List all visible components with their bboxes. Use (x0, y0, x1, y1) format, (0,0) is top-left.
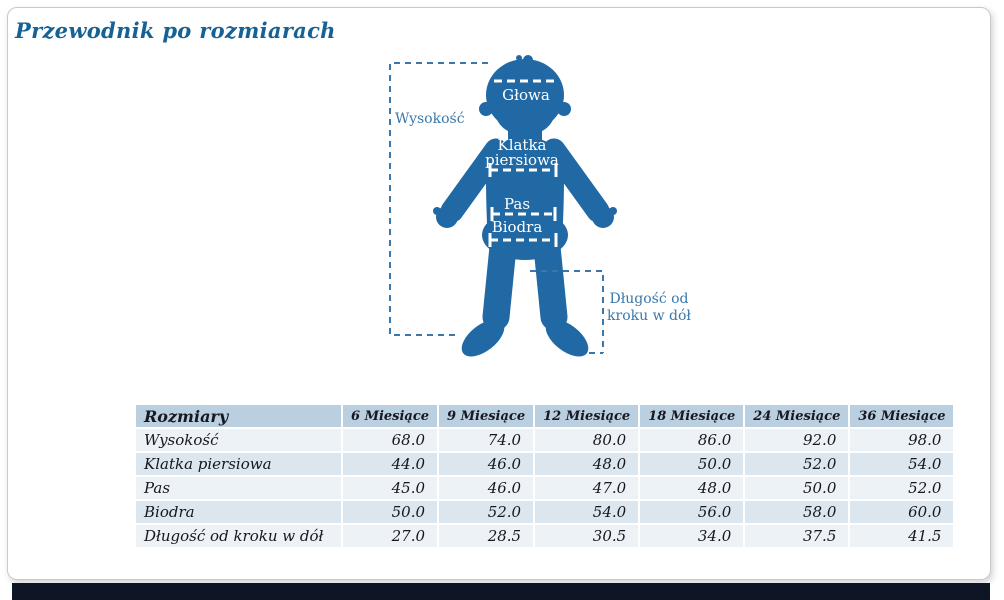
chest-label-line1: Klatka (497, 136, 547, 154)
row-label: Wysokość (136, 429, 341, 451)
value-cell: 52.0 (850, 477, 953, 499)
size-guide-card (7, 7, 991, 580)
value-cell: 52.0 (745, 453, 848, 475)
value-cell: 68.0 (343, 429, 437, 451)
table-header-24m: 24 Miesiące (745, 405, 848, 427)
value-cell: 50.0 (745, 477, 848, 499)
bottom-dark-bar (12, 583, 990, 600)
size-table (134, 403, 955, 549)
table-row-chest (136, 453, 953, 475)
value-cell: 41.5 (850, 525, 953, 547)
chest-label-line2: piersiowa (485, 151, 559, 169)
value-cell: 80.0 (535, 429, 638, 451)
waist-label: Pas (503, 195, 531, 213)
value-cell: 50.0 (640, 453, 743, 475)
table-header-36m: 36 Miesiące (850, 405, 953, 427)
value-cell: 54.0 (850, 453, 953, 475)
value-cell: 46.0 (439, 477, 533, 499)
inseam-label-line2: kroku w dół (607, 308, 691, 324)
table-header-6m: 6 Miesiące (343, 405, 437, 427)
baby-measurement-diagram (386, 51, 696, 375)
hips-label: Biodra (491, 218, 543, 236)
value-cell: 48.0 (640, 477, 743, 499)
value-cell: 34.0 (640, 525, 743, 547)
value-cell: 46.0 (439, 453, 533, 475)
value-cell: 74.0 (439, 429, 533, 451)
value-cell: 45.0 (343, 477, 437, 499)
size-table-header-row (136, 405, 953, 427)
table-row-inseam (136, 525, 953, 547)
value-cell: 56.0 (640, 501, 743, 523)
head-label: Głowa (502, 86, 550, 104)
table-header-18m: 18 Miesiące (640, 405, 743, 427)
value-cell: 27.0 (343, 525, 437, 547)
value-cell: 50.0 (343, 501, 437, 523)
value-cell: 48.0 (535, 453, 638, 475)
table-header-rozmiary: Rozmiary (136, 405, 341, 427)
value-cell: 98.0 (850, 429, 953, 451)
value-cell: 28.5 (439, 525, 533, 547)
chest-label (482, 138, 562, 168)
value-cell: 37.5 (745, 525, 848, 547)
value-cell: 54.0 (535, 501, 638, 523)
value-cell: 86.0 (640, 429, 743, 451)
row-label: Długość od kroku w dół (136, 525, 341, 547)
value-cell: 60.0 (850, 501, 953, 523)
inseam-label-line1: Długość od (609, 291, 689, 307)
value-cell: 44.0 (343, 453, 437, 475)
table-row-hips (136, 501, 953, 523)
page-title: Przewodnik po rozmiarach (15, 18, 336, 43)
row-label: Pas (136, 477, 341, 499)
inseam-label (607, 291, 691, 325)
table-row-height (136, 429, 953, 451)
row-label: Biodra (136, 501, 341, 523)
value-cell: 47.0 (535, 477, 638, 499)
table-header-9m: 9 Miesiące (439, 405, 533, 427)
table-row-waist (136, 477, 953, 499)
value-cell: 52.0 (439, 501, 533, 523)
row-label: Klatka piersiowa (136, 453, 341, 475)
value-cell: 92.0 (745, 429, 848, 451)
height-label: Wysokość (395, 111, 465, 127)
value-cell: 30.5 (535, 525, 638, 547)
table-header-12m: 12 Miesiące (535, 405, 638, 427)
value-cell: 58.0 (745, 501, 848, 523)
